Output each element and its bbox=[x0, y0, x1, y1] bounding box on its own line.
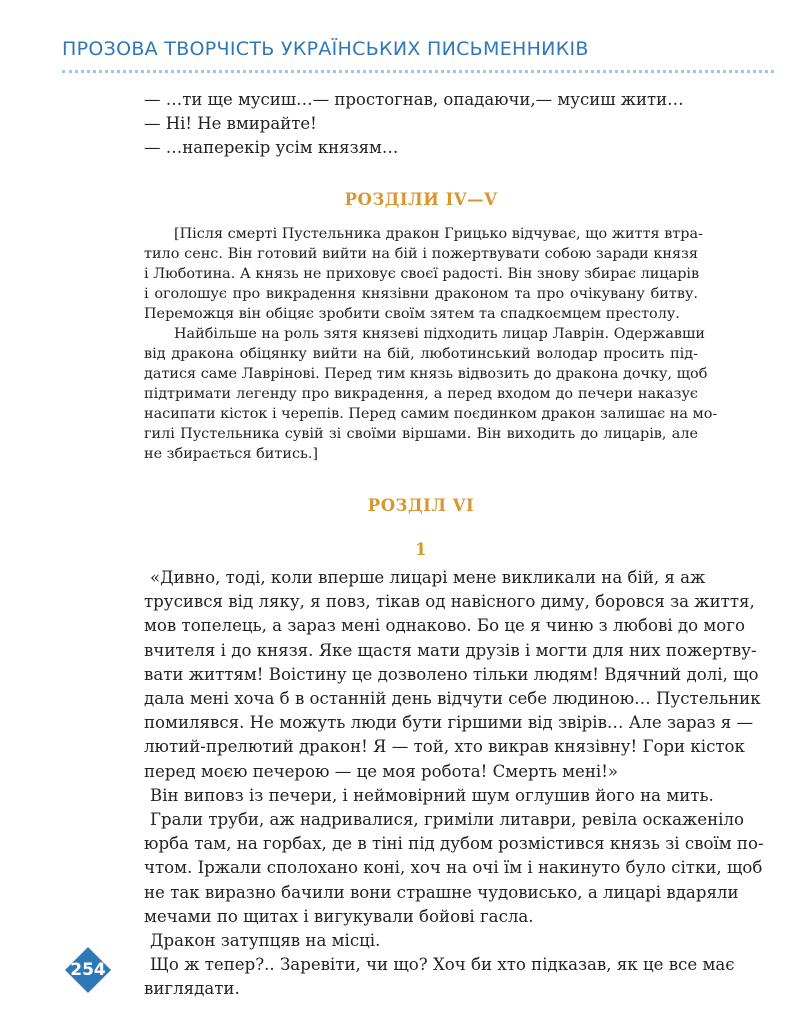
body-line: Він виповз із печери, і неймовірний шум оглушив його на мить. bbox=[150, 785, 714, 805]
section-heading-chapters-4-5: РОЗДІЛИ IV—V bbox=[344, 190, 498, 209]
summary-line: Найбільше на роль зятя князеві підходить лицар Лаврін. Одержавши bbox=[174, 326, 705, 342]
body-line: виглядати. bbox=[144, 979, 240, 999]
summary-line: Переможця він обіцяє зробити своїм зятем та спадкоємцем престолу. bbox=[144, 306, 680, 322]
body-line: Дракон затупцяв на місці. bbox=[150, 931, 381, 951]
dialogue-block bbox=[144, 88, 698, 160]
body-line: перед моєю печерою — це моя робота! Смерть мені!» bbox=[144, 761, 619, 781]
dialogue-line: — Ні! Не вмирайте! bbox=[144, 114, 317, 133]
body-line: не так виразно бачили вони страшне чудовисько, а лицарі вдаряли bbox=[144, 882, 739, 902]
dialogue-line: — …ти ще мусиш…— простогнав, опадаючи,— мусиш жити… bbox=[144, 90, 684, 109]
summary-line: від дракона обіцянку вийти на бій, люботинський володар просить під- bbox=[144, 346, 698, 362]
page-number-badge bbox=[64, 946, 112, 994]
header-dotted-rule bbox=[62, 70, 774, 73]
summary-line: і Люботина. А князь не приховує своєї радості. Він знову збирає лицарів bbox=[144, 266, 700, 282]
summary-line: підтримати легенду про викрадення, а перед входом до печери наказує bbox=[144, 386, 698, 402]
body-line: мов топелець, а зараз мені однаково. Бо це я чиню з любові до мого bbox=[144, 616, 745, 636]
body-line: лютий-прелютий дракон! Я — той, хто викрав князівну! Гори кісток bbox=[144, 737, 745, 757]
chapter-summary bbox=[144, 224, 718, 464]
body-line: юрба там, на горбах, де в тіні під дубом розмістився князь зі своїм по- bbox=[144, 834, 764, 854]
subsection-number: 1 bbox=[415, 540, 427, 559]
body-line: Грали труби, аж надривалися, гриміли литаври, ревіла оскаженіло bbox=[150, 810, 745, 830]
summary-line: і оголошує про викрадення князівни драконом та про очікувану битву. bbox=[144, 286, 698, 302]
body-line: дала мені хоча б в останній день відчути себе людиною… Пустельник bbox=[144, 689, 761, 709]
summary-line: тило сенс. Він готовий вийти на бій і пожертвувати собою заради князя bbox=[144, 246, 698, 262]
chapter-body bbox=[144, 566, 764, 1002]
page-number: 254 bbox=[70, 960, 106, 980]
body-line: вати життям! Воістину це дозволено тільки людям! Вдячний долі, що bbox=[144, 664, 759, 684]
body-line: Що ж тепер?.. Заревіти, чи що? Хоч би хто підказав, як це все має bbox=[150, 955, 735, 975]
summary-line: датися саме Лаврінові. Перед тим князь відвозить до дракона дочку, щоб bbox=[144, 366, 708, 382]
summary-line: насипати кісток і черепів. Перед самим поєдинком дракон залишає на мо- bbox=[144, 406, 718, 422]
body-line: чтом. Іржали сполохано коні, хоч на очі їм і накинуто було сітки, щоб bbox=[144, 858, 763, 878]
dialogue-line: — …наперекір усім князям… bbox=[144, 138, 399, 157]
running-head: ПРОЗОВА ТВОРЧІСТЬ УКРАЇНСЬКИХ ПИСЬМЕННИКІВ bbox=[62, 38, 589, 60]
summary-line: [Після смерті Пустельника дракон Грицько відчуває, що життя втра- bbox=[174, 226, 703, 242]
body-line: помилявся. Не можуть люди бути гіршими від звірів… Але зараз я — bbox=[144, 713, 754, 733]
body-line: «Дивно, тоді, коли вперше лицарі мене викликали на бій, я аж bbox=[150, 568, 706, 587]
body-line: мечами по щитах і вигукували бойові гасла. bbox=[144, 906, 534, 926]
body-line: трусився від ляку, я повз, тікав од навісного диму, боровся за життя, bbox=[144, 592, 755, 612]
section-heading-chapter-6: РОЗДІЛ VI bbox=[367, 496, 475, 515]
summary-line: гилі Пустельника сувій зі своїми віршами. Він виходить до лицарів, але bbox=[144, 426, 698, 442]
body-line: вчителя і до князя. Яке щастя мати друзів і могти для них пожертву- bbox=[144, 640, 757, 660]
summary-line: не збирається битись.] bbox=[144, 446, 319, 462]
